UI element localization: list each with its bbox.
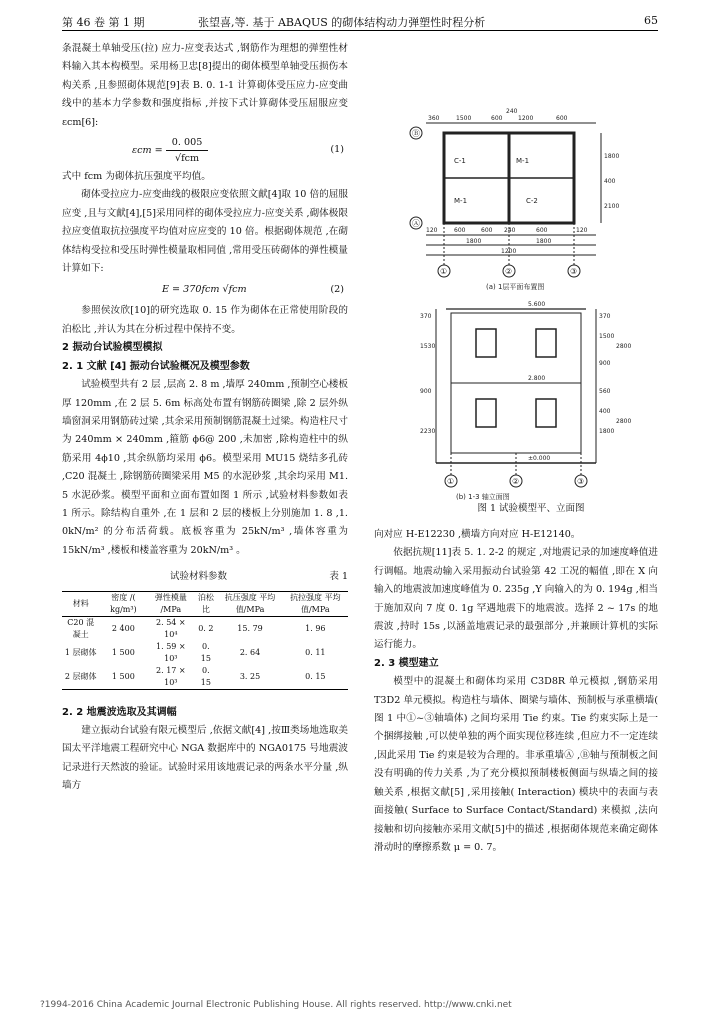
plan-dim-text: 360: [428, 115, 440, 122]
fig-b-label: (b) 1-3 轴立面图: [456, 493, 510, 501]
elev-dim-text: 1500: [599, 333, 615, 340]
axis-label: ③: [570, 267, 578, 276]
table-header: 弹性模量 /MPa: [147, 591, 194, 616]
table-row: [62, 665, 348, 690]
paragraph: 建立振动台试验有限元模型后 ,依据文献[4] ,按Ⅲ类场地选取美国太平洋地震工程研究中心 NGA 数据库中的 NGA0175 号地震波记录进行天然波的验证。试验时采用该地震记录的两条水平分量 ,纵墙方: [62, 724, 348, 792]
figure-1-drawings: [396, 88, 666, 518]
figure-caption: 图 1 试验模型平、立面图: [477, 503, 585, 514]
eq2-number: (2): [330, 284, 344, 296]
left-column: [62, 40, 348, 796]
table-header: 密度 /( kg/m³): [99, 591, 147, 616]
table-cell: 2. 54 × 10⁴: [156, 617, 186, 639]
table-cell: 0. 15: [200, 641, 211, 663]
axis-label: ①: [440, 267, 448, 276]
table-cell: 1 500: [99, 665, 147, 690]
table-header: 材料: [62, 591, 99, 616]
plan-dim-text: 2100: [604, 203, 620, 210]
elev-level: 2.800: [528, 375, 546, 382]
table-cell: 1 层砌体: [64, 647, 97, 657]
table-header: 泊松比: [194, 591, 217, 616]
plan-dim-text: 400: [604, 178, 616, 185]
elev-dim-text: 370: [599, 313, 611, 320]
table-row: [62, 616, 348, 641]
axis-label: ②: [512, 477, 520, 486]
paragraph: 模型中的混凝土和砌体均采用 C3D8R 单元模拟 ,钢筋采用 T3D2 单元模拟。构造柱与墙体、圈梁与墙体、预制板与承重横墙( 图 1 中①~③轴墙体) 之间均采用 Tie 约束。Tie 约束实际上是一个捆绑接触 ,可以使单独的两个面实现位移连续 ,但应力不一定连续 ,因此采用 Tie 约束是较为合理的。非承重墙Ⓐ ,Ⓑ轴与预制板之间没有明确的传力关系 ,为了充分模拟预制楼板侧面与纵墙之间的接触关系 ,根据文献[5] ,采用接触( Interaction) 模块中的表面与表面接触( Surface to Surface Contact/Standard) 来模拟 ,法向接触和切向接触亦采用文献[5]中的描述 ,根据砌体规范来确定砌体滑动时的摩擦系数 μ = 0. 7。: [374, 676, 658, 853]
copyright-footer: ?1994-2016 China Academic Journal Electronic Publishing House. All rights reserved. http://www.cnki.net: [40, 1000, 512, 1010]
elev-dim-text: 1800: [599, 428, 615, 435]
eq2-body: E = 370fcm √fcm: [162, 284, 247, 296]
plan-dim-text: 1800: [536, 238, 552, 245]
table-number: 表 1: [329, 571, 348, 583]
table-cell: 1. 59 × 10³: [156, 641, 186, 663]
plan-label: C-1: [454, 157, 466, 165]
plan-label: M-1: [454, 197, 468, 205]
table-title: 试验材料参数: [170, 571, 228, 583]
table-caption: [62, 568, 348, 586]
table-cell: 0. 11: [305, 647, 326, 657]
paragraph: 试验模型共有 2 层 ,层高 2. 8 m ,墙厚 240mm ,预制空心楼板厚 120mm ,在 2 层 5. 6m 标高处布置有钢筋砖圈梁 ,除 2 层外纵墙窗洞采用钢筋砖过梁 ,其余采用预制钢筋混凝土过梁。构造柱尺寸为 240mm × 240mm ,箍筋 ϕ6@ 200 ,未加密 ,除构造柱中的纵筋采用 4ϕ10 ,其余纵筋均采用 ϕ6。模型采用 MU15 烧结多孔砖 ,C20 混凝土 ,除钢筋砖圈梁采用 M5 的水泥砂浆 ,其余均采用 M1. 5 水泥砂浆。模型平面和立面布置如图 1 所示 ,试验材料参数如表 1 所示。除结构自重外 ,在 1 层和 2 层的楼板上分别施加 1. 8 ,1. 0kN/m² 的分布活荷载。底板容重为 25kN/m³ ,墙体容重为 15kN/m³ ,楼板和楼盖容重为 20kN/m³ 。: [62, 379, 348, 556]
plan-dim-text: 1200: [501, 248, 517, 255]
elev-dim-text: 400: [599, 408, 611, 415]
right-column: [374, 526, 658, 857]
paragraph: 条混凝土单轴受压(拉) 应力-应变表达式 ,钢筋作为理想的弹塑性材料输入其本构模型。采用杨卫忠[8]提出的砌体模型单轴受压损伤本构关系 ,且参照砌体规范[9]表 B. 0. 1-1 计算砌体受压应力-应变曲线中的基本力学参数和强度指标 ,并按下式计算砌体受压屈服应变 εcm[6]:: [62, 43, 348, 128]
equation-1: [62, 132, 348, 168]
table-cell: C20 混凝土: [67, 617, 95, 639]
material-table: [62, 591, 348, 690]
subsection-heading: 2. 2 地震波选取及其调幅: [62, 706, 177, 718]
row-axis-label: Ⓐ: [412, 219, 420, 228]
table-cell: 15. 79: [237, 623, 263, 633]
elev-dim-text: 2800: [616, 418, 632, 425]
axis-label: ①: [447, 477, 455, 486]
table-row: [62, 641, 348, 665]
table-cell: 2. 17 × 10³: [147, 665, 194, 690]
plan-dim-text: 1200: [518, 115, 534, 122]
table-cell: 1 500: [111, 647, 135, 657]
plan-label: M-1: [516, 157, 530, 165]
eq1-lhs: εcm =: [132, 144, 163, 156]
paragraph: 砌体受拉应力-应变曲线的极限应变依照文献[4]取 10 倍的屈服应变 ,且与文献[4],[5]采用同样的砌体受拉应力-应变关系 ,砌体极限拉应变值取抗拉强度平均值对应应变的 10 倍。根据砌体规范 ,在砌体结构受拉和受压时弹性模量取相同值 ,常用受压砖砌体的弹性模量计算如下:: [62, 189, 348, 275]
paragraph: 向对应 H-E12230 ,横墙方向对应 H-E12140。: [374, 529, 581, 540]
plan-dim-text: 1800: [604, 153, 620, 160]
table-cell: 2. 64: [239, 647, 261, 657]
table-header: 抗拉强度 平均值/MPa: [283, 591, 348, 616]
plan-dim-text: 120: [576, 227, 588, 234]
plan-dim-text: 1800: [466, 238, 482, 245]
table-cell: 0. 15: [194, 665, 217, 690]
subsection-heading: 2. 1 文献 [4] 振动台试验概况及模型参数: [62, 360, 250, 372]
table-cell: 3. 25: [217, 665, 282, 690]
elev-dim-text: 1530: [420, 343, 436, 350]
plan-dim-text: 600: [481, 227, 493, 234]
eq1-denominator: √fcm: [174, 152, 200, 164]
window: [536, 399, 556, 427]
paragraph: 参照侯汝欣[10]的研究选取 0. 15 作为砌体在正常使用阶段的泊松比 ,并认为其在分析过程中保持不变。: [62, 305, 348, 335]
table-cell: 2 层砌体: [62, 665, 99, 690]
elev-dim-text: 900: [599, 360, 611, 367]
plan-dim-text: 600: [556, 115, 568, 122]
plan-dim-text: 240: [506, 108, 518, 115]
page-number: 65: [644, 14, 658, 27]
fig-a-label: (a) 1层平面布置图: [486, 283, 545, 291]
window: [536, 329, 556, 357]
paragraph: 依据抗规[11]表 5. 1. 2-2 的规定 ,对地震记录的加速度峰值进行调幅。地震动输入采用振动台试验第 42 工况的幅值 ,即在 X 向输入的地震波加速度峰值为 0. 235g ,Y 向输入的为 0. 194g ,相当于施加双向 7 度 0. 1g 罕遇地震下的地震波。选择 2 ~ 17s 的地震波 ,持时 15s ,以涵盖地震记录的最强部分 ,并兼顾计算机的实际运行能力。: [374, 547, 658, 651]
eq1-number: (1): [330, 143, 344, 155]
plan-dim-text: 120: [426, 227, 438, 234]
elev-level: ±0.000: [528, 455, 551, 462]
table-cell: 2 400: [111, 623, 135, 633]
axis-label: ②: [505, 267, 513, 276]
elev-dim-text: 900: [420, 388, 432, 395]
table-cell: 1. 96: [305, 623, 326, 633]
window: [476, 329, 496, 357]
elev-dim-text: 2800: [616, 343, 632, 350]
table-header: 抗压强度 平均值/MPa: [217, 591, 282, 616]
journal-volume: 第 46 卷 第 1 期: [62, 16, 145, 29]
plan-dim-text: 600: [454, 227, 466, 234]
article-title: 张望喜,等. 基于 ABAQUS 的砌体结构动力弹塑性时程分析: [198, 16, 486, 29]
eq1-numerator: 0. 005: [166, 135, 209, 151]
window: [476, 399, 496, 427]
section-heading: 2 振动台试验模型模拟: [62, 342, 163, 354]
running-header: [62, 12, 658, 31]
plan-label: C-2: [526, 197, 538, 205]
table-cell: 0. 2: [198, 623, 214, 633]
equation-2: [62, 278, 348, 302]
axis-label: ③: [577, 477, 585, 486]
paragraph: 式中 fcm 为砌体抗压强度平均值。: [62, 171, 211, 183]
row-axis-label: Ⓑ: [412, 129, 420, 138]
plan-dim-text: 240: [504, 227, 516, 234]
plan-dim-text: 600: [491, 115, 503, 122]
elev-level: 5.600: [528, 301, 546, 308]
elev-dim-text: 560: [599, 388, 611, 395]
plan-dim-text: 600: [536, 227, 548, 234]
elev-dim-text: 2230: [420, 428, 436, 435]
table-cell: 0. 15: [283, 665, 348, 690]
subsection-heading: 2. 3 模型建立: [374, 657, 439, 669]
elev-dim-text: 370: [420, 313, 432, 320]
plan-dim-text: 1500: [456, 115, 472, 122]
